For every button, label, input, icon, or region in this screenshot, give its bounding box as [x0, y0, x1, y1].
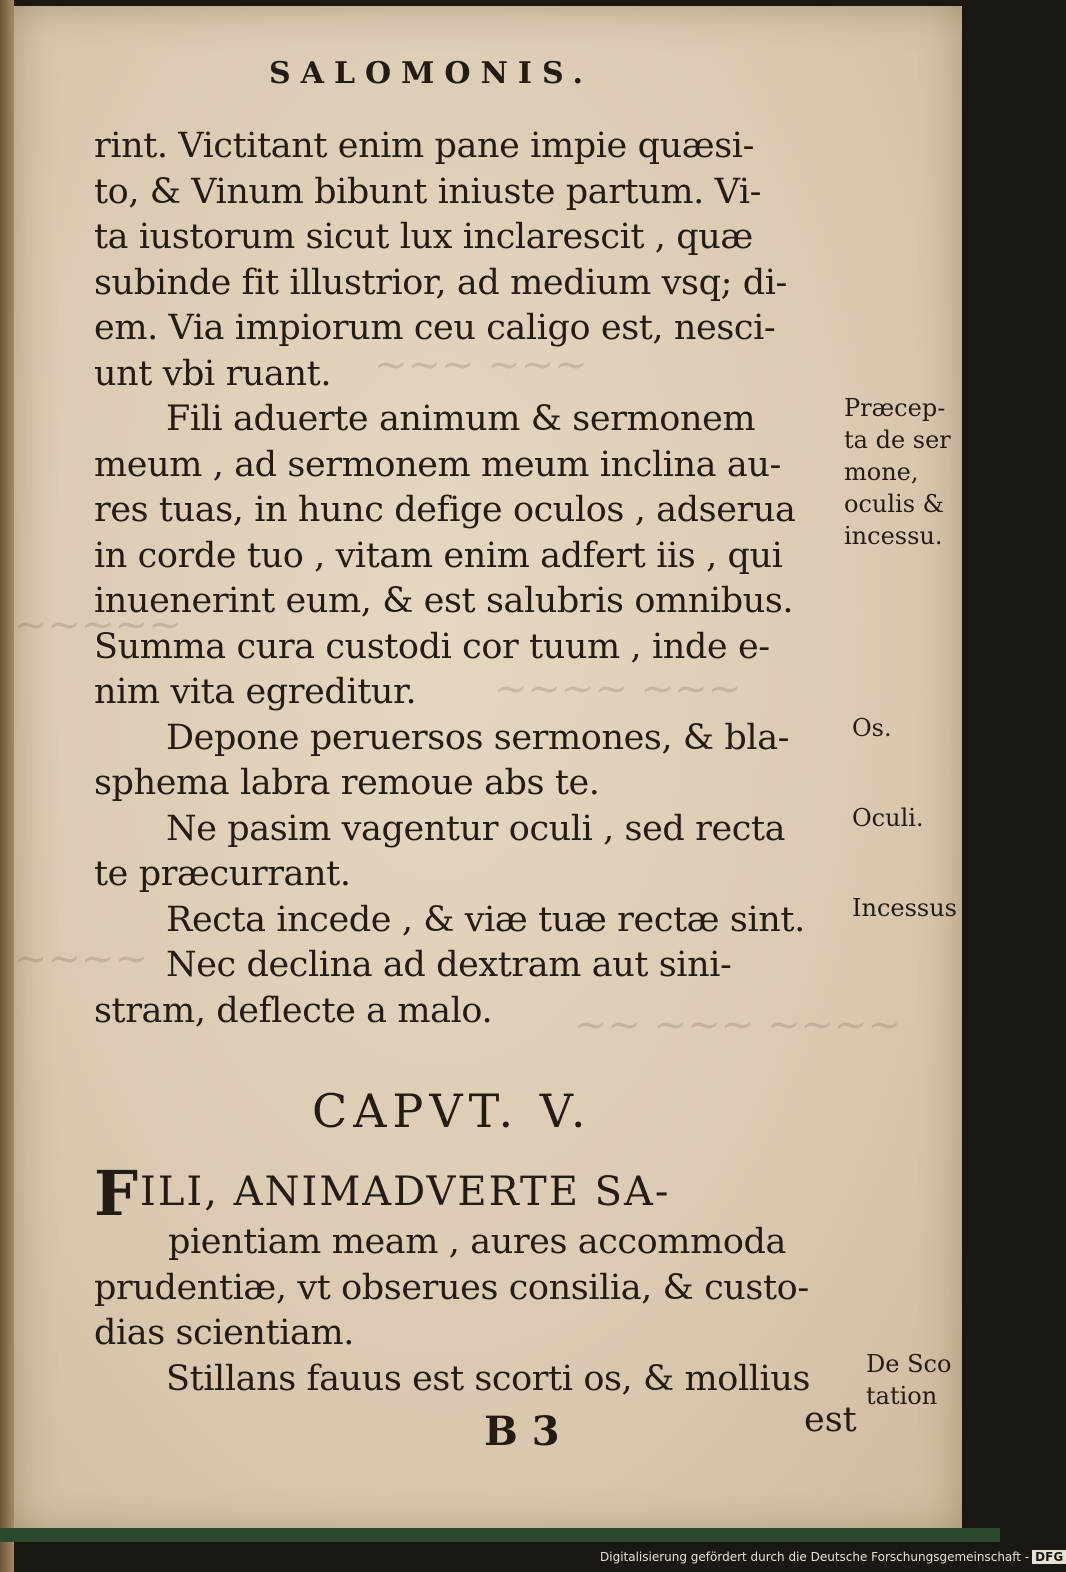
- drop-initial: F: [94, 1157, 141, 1230]
- faint-handwriting: ~~~ ~~~: [374, 342, 588, 388]
- text-line: rint. Victitant enim pane impie quæsi-: [94, 126, 755, 166]
- margin-note-line: Præcep-: [844, 394, 946, 422]
- margin-note-line: tation: [866, 1382, 938, 1410]
- digitization-credit: [600, 1550, 1066, 1564]
- chapter-heading: CAPVT. V.: [312, 1084, 592, 1138]
- margin-note-line: ta de ser: [844, 426, 951, 454]
- text-line: prudentiæ, vt obserues consilia, & custo-: [94, 1267, 809, 1308]
- margin-note-line: De Sco: [866, 1350, 952, 1378]
- faint-handwriting: ~~~~~: [14, 602, 182, 648]
- margin-note-incessus: Incessus: [852, 894, 957, 922]
- text-line: Depone peruersos sermones, & bla-: [166, 717, 790, 758]
- text-line: Fili aduerte animum & sermonem: [166, 399, 756, 439]
- text-line: dias scientiam.: [94, 1313, 355, 1353]
- text-line: ta iustorum sicut lux inclarescit , quæ: [94, 217, 753, 257]
- text-line: Recta incede , & viæ tuæ rectæ sint.: [166, 899, 805, 940]
- text-line: Nec declina ad dextram aut sini-: [166, 945, 732, 985]
- chapter-text: [94, 1157, 864, 1402]
- margin-note-oculi: Oculi.: [852, 804, 924, 832]
- margin-note-line: oculis &: [844, 490, 945, 518]
- text-line: te præcurrant.: [94, 854, 351, 894]
- book-page: [14, 6, 962, 1534]
- body-text: [94, 124, 864, 1034]
- running-head: SALOMONIS.: [269, 56, 594, 91]
- book-gutter: [0, 0, 14, 1572]
- signature-mark: B 3: [484, 1408, 560, 1455]
- margin-note-line: mone,: [844, 458, 919, 486]
- text-line: Summa cura custodi cor tuum , inde e-: [94, 626, 770, 667]
- margin-note-praecepta: [844, 392, 951, 552]
- faint-handwriting: ~~~~: [14, 936, 149, 982]
- faint-handwriting: ~~~~ ~~~: [494, 666, 742, 712]
- dfg-logo: DFG: [1032, 1550, 1066, 1564]
- text-line: stram, deflecte a malo.: [94, 990, 493, 1031]
- text-line: pientiam meam , aures accommoda: [168, 1222, 787, 1262]
- text-line: Stillans fauus est scorti os, & mollius: [166, 1358, 811, 1399]
- margin-note-line: incessu.: [844, 522, 943, 550]
- page-bottom-edge: [0, 1528, 1000, 1542]
- text-line: Ne pasim vagentur oculi , sed recta: [166, 808, 786, 849]
- text-line: em. Via impiorum ceu caligo est, nesci-: [94, 308, 776, 348]
- chapter-first-line: [94, 1157, 864, 1230]
- text-line: nim vita egreditur.: [94, 672, 417, 712]
- text-line: unt vbi ruant.: [94, 353, 332, 394]
- credit-text: Digitalisierung gefördert durch die Deutsche Forschungsgemeinschaft -: [600, 1550, 1030, 1564]
- margin-note-os: Os.: [852, 714, 892, 742]
- chapter-first-line-text: ILI, ANIMADVERTE SA-: [140, 1169, 671, 1215]
- text-line: to, & Vinum bibunt iniuste partum. Vi-: [94, 171, 762, 212]
- faint-handwriting: ~~ ~~~ ~~~~: [574, 1002, 902, 1048]
- text-line: sphema labra remoue abs te.: [94, 763, 600, 803]
- margin-note-de-scortatione: [866, 1348, 951, 1412]
- text-line: meum , ad sermonem meum inclina au-: [94, 444, 781, 485]
- text-line: in corde tuo , vitam enim adfert iis , qui: [94, 535, 783, 576]
- text-line: subinde fit illustrior, ad medium vsq; di-: [94, 262, 787, 303]
- catchword: est: [804, 1400, 857, 1440]
- text-line: res tuas, in hunc defige oculos , adserua: [94, 490, 796, 530]
- text-line: inuenerint eum, & est salubris omnibus.: [94, 581, 794, 621]
